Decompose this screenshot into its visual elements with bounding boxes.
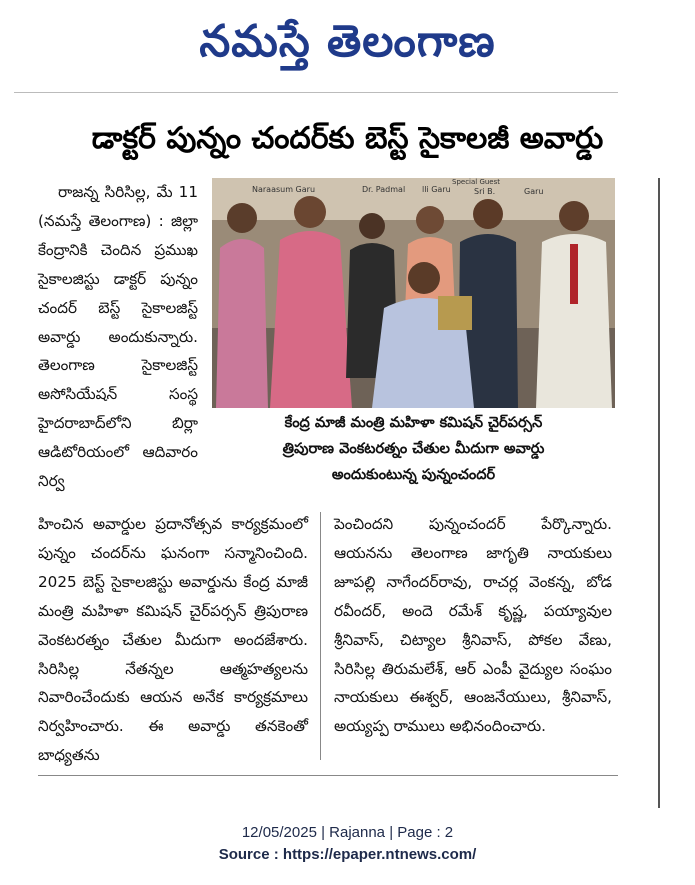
article-bottom-rule [38,775,618,776]
article-column-3 [334,510,612,741]
photo-caption [212,410,615,488]
footer-date-edition: 12/05/2025 | Rajanna | Page : 2 [241,824,454,841]
masthead: నమస్తే తెలంగాణ [199,16,496,67]
caption-line-3: అందుకుంటున్న పున్నంచందర్ [331,467,496,483]
award-photo-illustration [212,178,615,408]
article-text-3: పెంచిందని పున్నంచందర్ పేర్కొన్నారు. ఆయనను తెలంగాణ జాగృతి నాయకులు జూపల్లి నాగేందర్‌రావు, రాచర్ల వెంకన్న, బోడ రవీందర్, అందె రమేశ్ కృష్ణ, పయ్యావుల శ్రీనివాస్, చిట్యాల శ్రీనివాస్, పోకల వేణు, సిరిసిల్ల తిరుమలేశ్, ఆర్ ఎంపీ వైద్యుల సంఘం నాయకులు ఈశ్వర్, ఆంజనేయులు, శ్రీనివాస్, అయ్యప్ప రాములు అభినందించారు. [334,515,612,736]
caption-line-1: కేంద్ర మాజీ మంత్రి మహిళా కమిషన్ చైర్‌పర్సన్ [284,415,543,431]
article-column-2 [38,510,308,770]
headline-top-rule [14,92,618,93]
banner-text-1: Naraasum Garu [252,185,316,194]
caption-line-2: త్రిపురాణ వెంకటరత్నం చేతుల మీదుగా అవార్డు [282,441,545,457]
banner-text-5: Sri B. [474,187,496,196]
headline: డాక్టర్ పున్నం చందర్‌కు బెస్ట్ సైకాలజీ అవార్డు [91,121,604,156]
article-text-1: రాజన్న సిరిసిల్ల, మే 11 (నమస్తే తెలంగాణ) : జిల్లా కేంద్రానికి చెందిన ప్రముఖ సైకాలజిస్టు డాక్టర్ పున్నం చందర్ బెస్ట్ సైకాలజిస్ట్ అవార్డు అందుకున్నారు. తెలంగాణ సైకాలజిస్ట్ అసోసియేషన్ సంస్థ హైదరాబాద్‌లోని బిర్లా ఆడిటోరియంలో ఆదివారం నిర్వ [38,183,198,491]
banner-text-6: Garu [524,187,544,196]
banner-text-3: lli Garu [422,185,451,194]
article-column-1 [38,178,198,496]
column-divider [320,512,321,760]
footer-source: Source : https://epaper.ntnews.com/ [218,846,477,863]
banner-text-4: Special Guest [452,178,501,186]
banner-text-2: Dr. Padmal [362,185,406,194]
page-right-rule [658,178,660,808]
article-text-2: హించిన అవార్డుల ప్రదానోత్సవ కార్యక్రమంలో పున్నం చందర్‌ను ఘనంగా సన్మానించింది. 2025 బెస్ట్ సైకాలజిస్టు అవార్డును కేంద్ర మాజీ మంత్రి మహిళా కమిషన్ చైర్‌పర్సన్ త్రిపురాణ వెంకటరత్నం చేతుల మీదుగా అందజేశారు. సిరిసిల్ల నేతన్నల ఆత్మహత్యలను నివారించేందుకు ఆయన అనేక కార్యక్రమాలు నిర్వహించారు. ఈ అవార్డు తనకెంతో బాధ్యతను [38,515,308,765]
award-photo [212,178,615,408]
